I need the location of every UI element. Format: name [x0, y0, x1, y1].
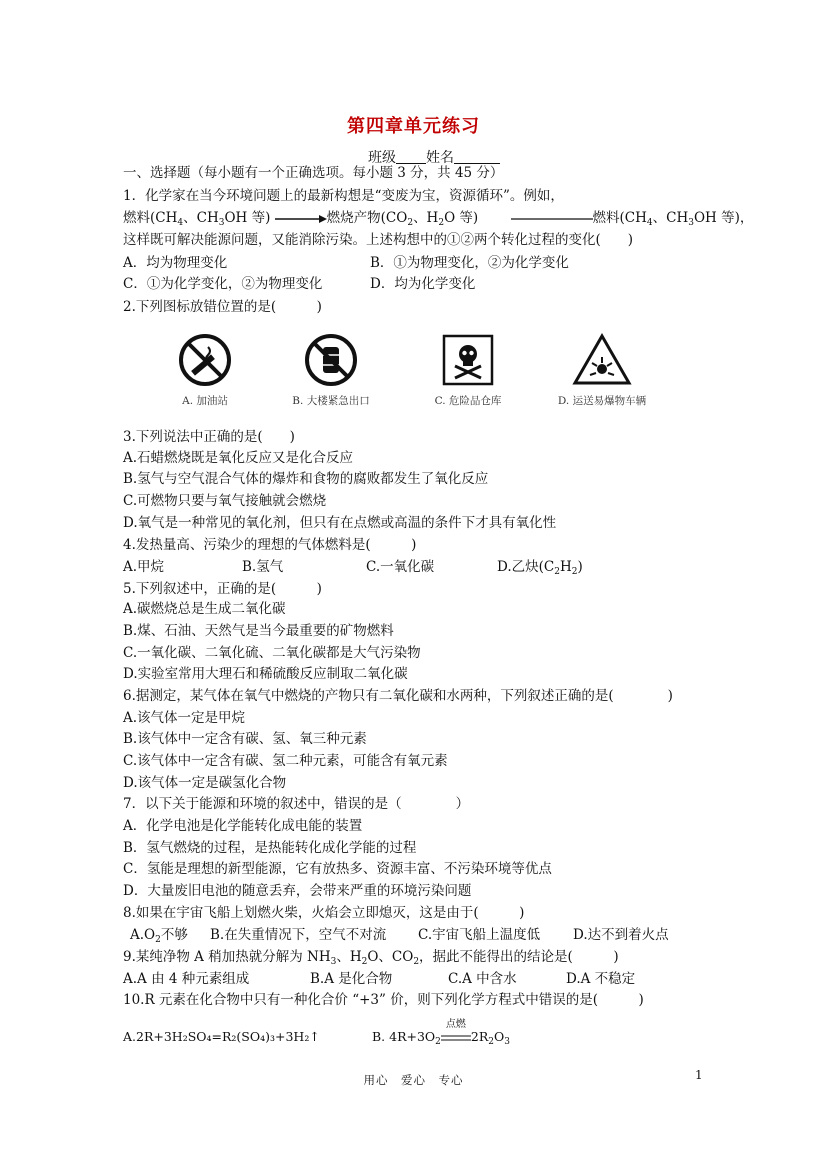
q9-option-d: D.A 不稳定: [566, 971, 636, 987]
double-line-icon: [441, 1034, 471, 1042]
q5-option-c: C.一氧化碳、二氧化硫、二氧化碳都是大气污染物: [123, 645, 421, 661]
sign-b: [283, 333, 379, 408]
q10-option-b: B. $4R+3O_2$ 点燃 $2R_2O_3$: [372, 1028, 510, 1051]
q8-stem: 8.如果在宇宙飞船上划燃火柴，火焰会立即熄灭，这是由于( ): [123, 905, 525, 921]
q3-option-d: D.氧气是一种常见的氧化剂，但只有在点燃或高温的条件下才具有氧化性: [123, 515, 557, 531]
sign-b-caption: B. 大楼紧急出口: [292, 395, 370, 407]
sign-d: [547, 333, 657, 408]
q10-option-a: A.2R+3H₂SO₄=R₂(SO₄)₃+3H₂↑: [123, 1029, 320, 1044]
line-connector-icon: [511, 214, 593, 224]
q9-option-c: C.A 中含水: [448, 971, 517, 987]
no-smoking-icon: [178, 333, 232, 387]
q7-option-a: A．化学电池是化学能转化成电能的装置: [123, 818, 363, 834]
q7-option-c: C．氢能是理想的新型能源，它有放热多、资源丰富、不污染环境等优点: [123, 861, 552, 877]
class-blank[interactable]: [396, 149, 426, 164]
q5-stem: 5.下列叙述中，正确的是( ): [123, 581, 322, 597]
q1-cycle-line: 燃料($CH_4$、$CH_3OH$ 等) 燃烧产物($CO_2$、$H_2O$ 等) 燃料($CH_4$、$CH_3OH$ 等)，: [123, 210, 754, 228]
sign-a-caption: A. 加油站: [182, 395, 228, 407]
q5-option-b: B.煤、石油、天然气是当今最重要的矿物燃料: [123, 623, 394, 639]
q4-stem: 4.发热量高、污染少的理想的气体燃料是( ): [123, 537, 417, 553]
q9-stem: 9.某纯净物 A 稍加热就分解为 $NH_3$、$H_2O$、$CO_2$，据此不能得出的结论是( ): [123, 949, 619, 967]
q3-option-a: A.石蜡燃烧既是氧化反应又是化合反应: [123, 450, 354, 466]
skull-crossbones-icon: [441, 333, 495, 387]
condition-label: 点燃: [445, 1019, 466, 1030]
q3-option-c: C.可燃物只要与氧气接触就会燃烧: [123, 493, 327, 509]
q4-option-d: D.乙炔$(C_2H_2)$: [497, 559, 583, 577]
q3-stem: 3.下列说法中正确的是( ): [123, 429, 295, 445]
q8-option-c: C.宇宙飞船上温度低: [418, 927, 541, 943]
page-footer: 用心 爱心 专心: [363, 1073, 464, 1087]
q4-option-b: B.氢气: [242, 559, 284, 575]
q1-stem: 1．化学家在当今环境问题上的最新构想是“变废为宝，资源循环”。例如，: [123, 188, 564, 204]
sign-c-caption: C. 危险品仓库: [434, 395, 502, 407]
page-title: 第四章单元练习: [347, 116, 480, 137]
q6-option-a: A.该气体一定是甲烷: [123, 710, 246, 726]
section-heading: 一、选择题（每小题有一个正确选项。每小题 3 分，共 45 分）: [123, 165, 504, 181]
q4-option-a: A.甲烷: [123, 559, 165, 575]
class-label: 班级: [368, 150, 396, 166]
q8-option-b: B.在失重情况下，空气不对流: [210, 927, 387, 943]
sign-c: [420, 333, 516, 408]
arrow-right-icon: [275, 214, 327, 224]
q10-stem: 10.R 元素在化合物中只有一种化合价 “+3” 价，则下列化学方程式中错误的是( ): [123, 992, 644, 1008]
q4-option-c: C.一氧化碳: [366, 559, 435, 575]
q6-option-d: D.该气体一定是碳氢化合物: [123, 775, 287, 791]
q1-line3: 这样既可解决能源问题，又能消除污染。上述构想中的①②两个转化过程的变化( ): [123, 232, 634, 248]
q6-option-c: C.该气体中一定含有碳、氢二种元素，可能含有氧元素: [123, 753, 448, 769]
page-number: 1: [695, 1068, 703, 1082]
q1-option-d: D．均为化学变化: [370, 276, 476, 292]
q9-option-b: B.A 是化合物: [310, 971, 393, 987]
q7-option-b: B．氢气燃烧的过程，是热能转化成化学能的过程: [123, 840, 417, 856]
q8-option-d: D.达不到着火点: [573, 927, 669, 943]
q6-stem: 6.据测定，某气体在氧气中燃烧的产物只有二氧化碳和水两种，下列叙述正确的是( ): [123, 688, 673, 704]
sign-d-caption: D. 运送易爆物车辆: [557, 395, 647, 407]
q6-option-b: B.该气体中一定含有碳、氢、氧三种元素: [123, 731, 367, 747]
q9-option-a: A.A 由 4 种元素组成: [123, 971, 250, 987]
q1-option-b: B．①为物理变化，②为化学变化: [370, 255, 569, 271]
q5-option-a: A.碳燃烧总是生成二氧化碳: [123, 601, 286, 617]
q7-stem: 7．以下关于能源和环境的叙述中，错误的是（ ）: [123, 796, 470, 812]
q1-option-a: A．均为物理变化: [123, 255, 228, 271]
q5-option-d: D.实验室常用大理石和稀硫酸反应制取二氧化碳: [123, 666, 408, 682]
no-barrel-icon: [304, 333, 358, 387]
name-blank[interactable]: [454, 149, 500, 164]
q7-option-d: D．大量废旧电池的随意丢弃，会带来严重的环境污染问题: [123, 883, 472, 899]
sign-a: [157, 333, 253, 408]
q1-option-c: C．①为化学变化，②为物理变化: [123, 276, 323, 292]
name-label: 姓名: [426, 150, 454, 166]
explosive-warning-icon: [572, 333, 632, 387]
q3-option-b: B.氢气与空气混合气体的爆炸和食物的腐败都发生了氧化反应: [123, 471, 489, 487]
q2-stem: 2.下列图标放错位置的是( ): [123, 299, 322, 315]
q8-option-a: $A.O_2$不够: [130, 927, 188, 945]
